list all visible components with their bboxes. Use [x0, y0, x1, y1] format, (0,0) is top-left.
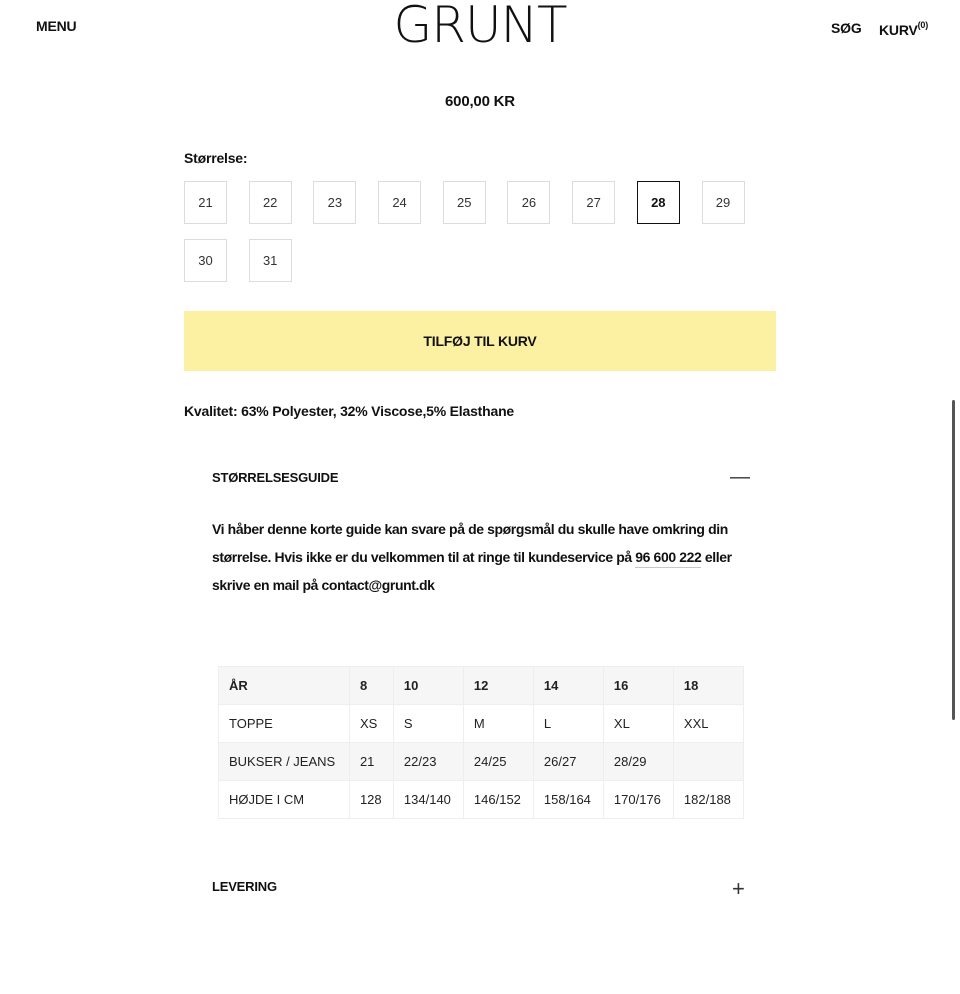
size-option[interactable]: 25	[443, 181, 486, 224]
table-cell: 170/176	[603, 781, 673, 819]
table-cell: 24/25	[463, 743, 533, 781]
table-cell: 12	[463, 667, 533, 705]
table-cell: TOPPE	[219, 705, 350, 743]
table-cell: 158/164	[533, 781, 603, 819]
size-table	[218, 666, 744, 819]
logo[interactable]: GRUNT	[393, 0, 567, 54]
scrollbar[interactable]	[952, 400, 955, 720]
table-cell: XS	[349, 705, 393, 743]
table-cell: 8	[349, 667, 393, 705]
table-cell: ÅR	[219, 667, 350, 705]
size-guide-text	[212, 515, 752, 599]
table-cell: 16	[603, 667, 673, 705]
table-cell: 128	[349, 781, 393, 819]
table-cell: 134/140	[393, 781, 463, 819]
table-row	[219, 667, 744, 705]
size-label: Størrelse:	[184, 150, 248, 166]
size-option[interactable]: 30	[184, 239, 227, 282]
plus-icon[interactable]: +	[732, 876, 745, 901]
table-cell: S	[393, 705, 463, 743]
table-cell: 14	[533, 667, 603, 705]
delivery-toggle[interactable]: LEVERING	[212, 879, 277, 894]
table-cell: BUKSER / JEANS	[219, 743, 350, 781]
size-guide-toggle[interactable]: STØRRELSESGUIDE	[212, 470, 339, 485]
size-option[interactable]: 22	[249, 181, 292, 224]
table-cell: XL	[603, 705, 673, 743]
product-quality: Kvalitet: 63% Polyester, 32% Viscose,5% Elasthane	[184, 403, 515, 419]
add-to-cart-button[interactable]: TILFØJ TIL KURV	[184, 311, 776, 371]
table-row	[219, 743, 744, 781]
size-option[interactable]: 31	[249, 239, 292, 282]
size-guide-text-after: eller skrive en mail på contact@grunt.dk	[212, 549, 732, 593]
size-option[interactable]: 29	[702, 181, 745, 224]
cart-count: (0)	[917, 20, 929, 30]
table-cell: 182/188	[673, 781, 743, 819]
minus-icon[interactable]: —	[730, 466, 750, 488]
size-option[interactable]: 24	[378, 181, 421, 224]
table-cell: 10	[393, 667, 463, 705]
table-cell: XXL	[673, 705, 743, 743]
menu-button[interactable]: MENU	[36, 18, 77, 34]
size-option[interactable]: 23	[313, 181, 356, 224]
table-cell: L	[533, 705, 603, 743]
table-cell: 28/29	[603, 743, 673, 781]
size-option[interactable]: 21	[184, 181, 227, 224]
table-cell: HØJDE I CM	[219, 781, 350, 819]
table-cell: 26/27	[533, 743, 603, 781]
table-cell: 22/23	[393, 743, 463, 781]
table-row	[219, 781, 744, 819]
table-cell	[673, 743, 743, 781]
size-selector	[184, 181, 784, 282]
table-cell: 146/152	[463, 781, 533, 819]
size-option[interactable]: 26	[507, 181, 550, 224]
size-option[interactable]: 27	[572, 181, 615, 224]
size-guide-text-before: Vi håber denne korte guide kan svare på de spørgsmål du skulle have omkring din størrelse. Hvis ikke er du velkommen til at ringe til kundeservice på	[212, 521, 728, 565]
cart-button[interactable]	[879, 20, 928, 38]
table-row	[219, 705, 744, 743]
table-cell: M	[463, 705, 533, 743]
product-price: 600,00 KR	[445, 93, 515, 110]
search-button[interactable]: SØG	[831, 20, 862, 36]
table-cell: 21	[349, 743, 393, 781]
phone-link[interactable]: 96 600 222	[635, 549, 701, 568]
cart-label: KURV	[879, 22, 918, 38]
table-cell: 18	[673, 667, 743, 705]
size-option[interactable]: 28	[637, 181, 680, 224]
